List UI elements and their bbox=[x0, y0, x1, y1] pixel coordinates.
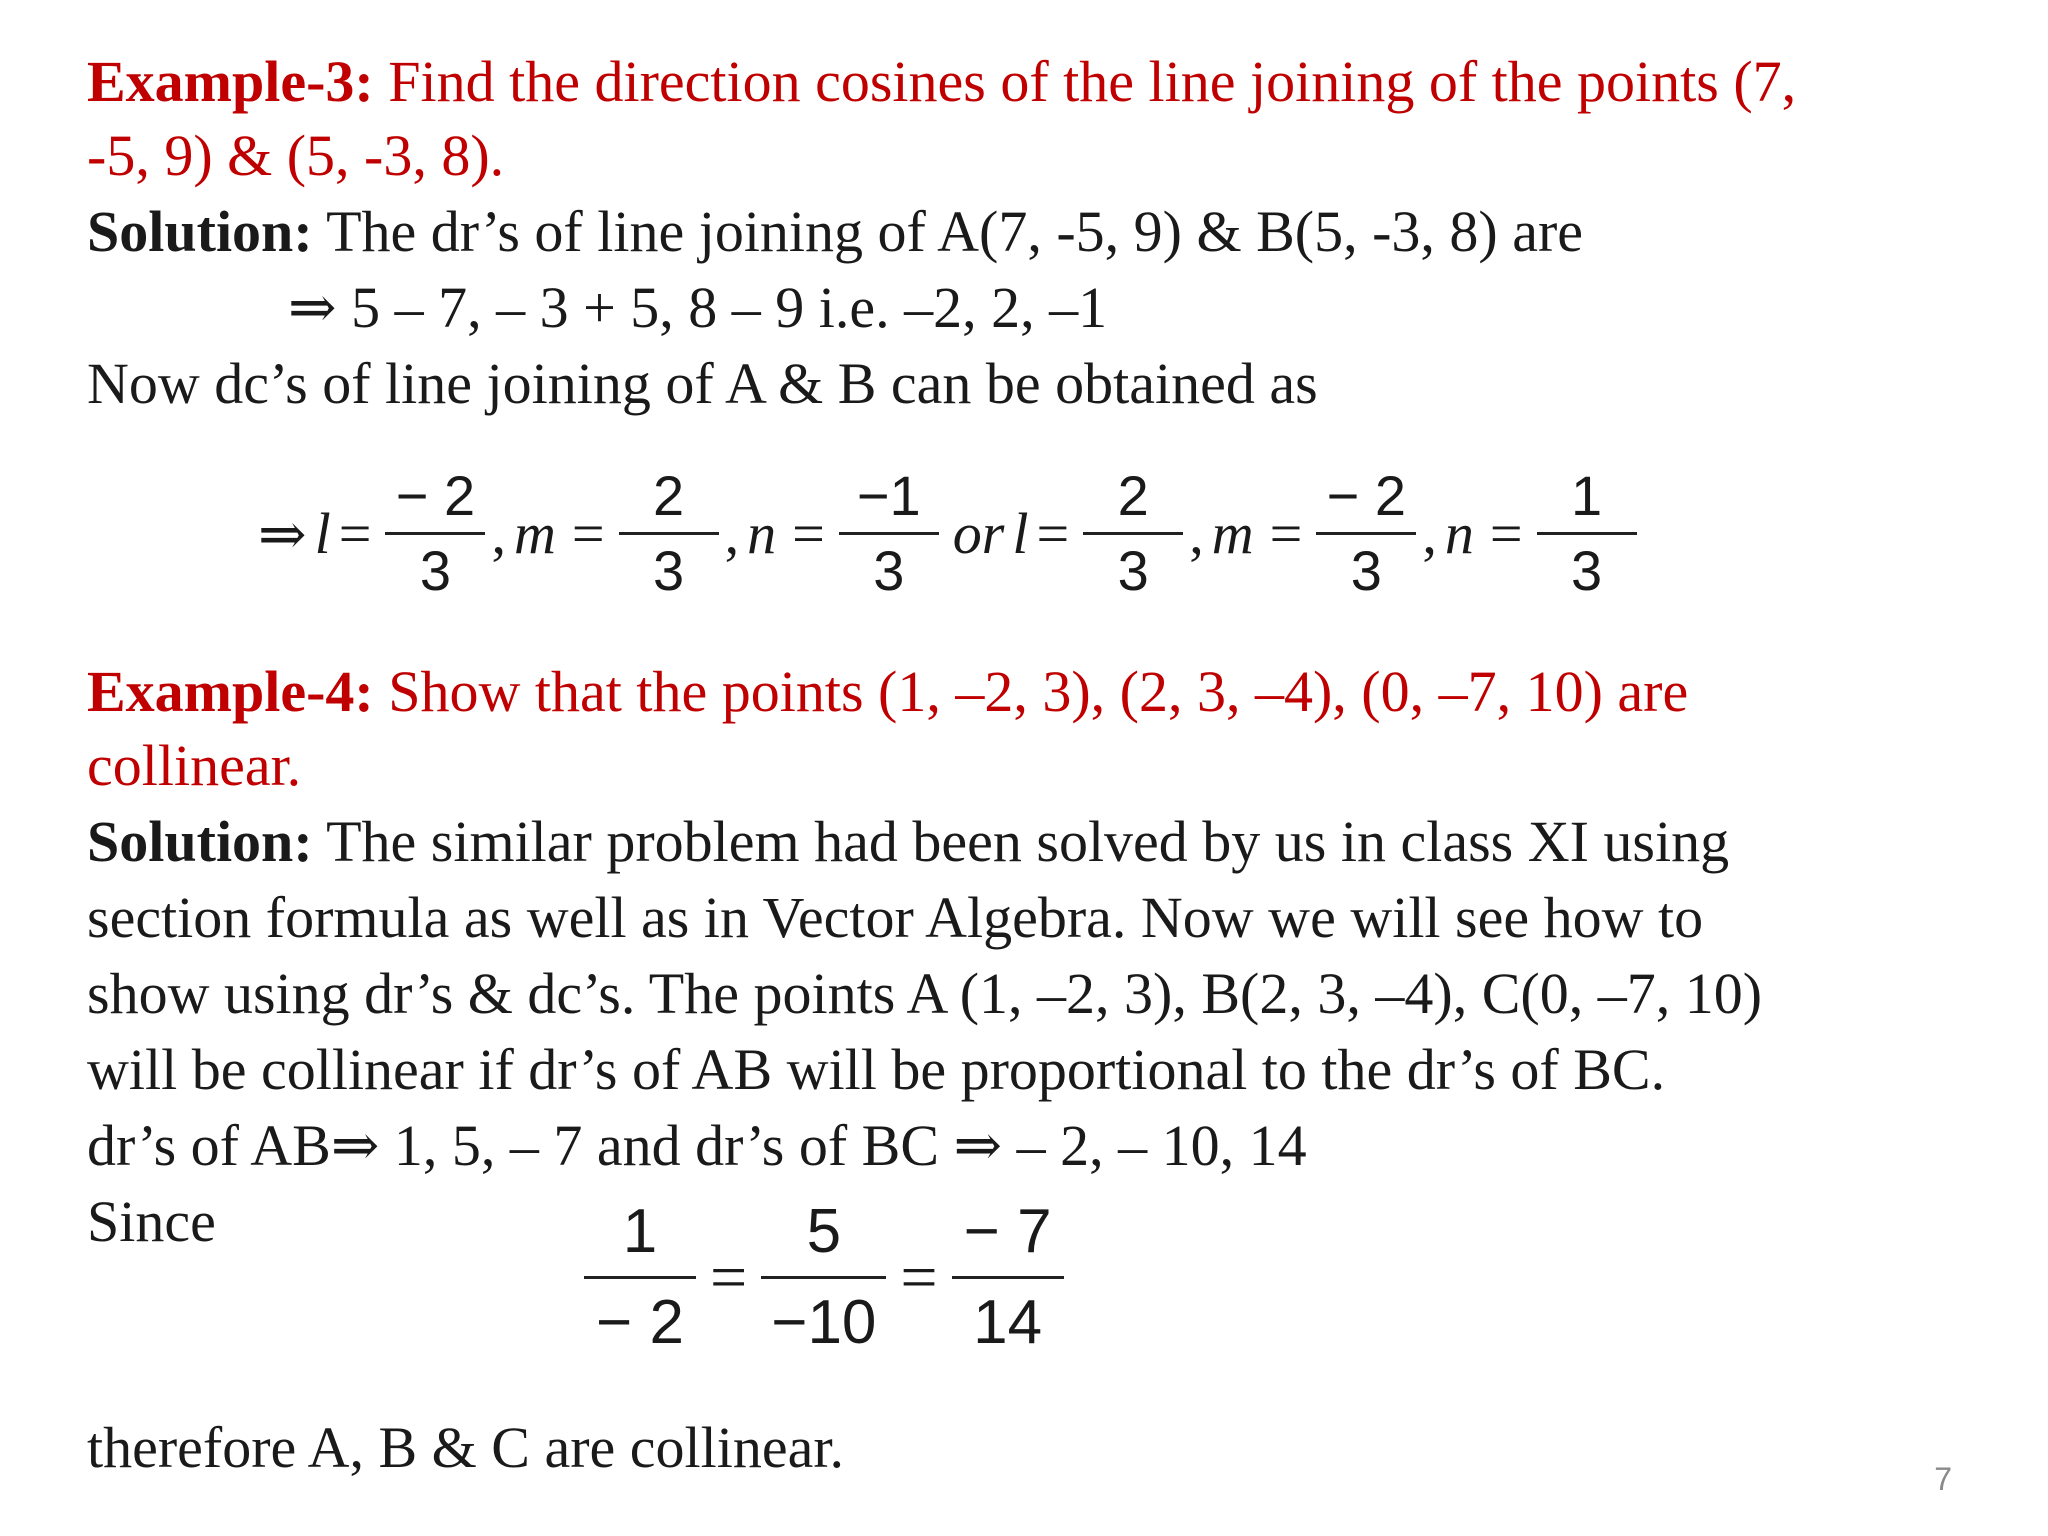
fraction-numerator: 1 bbox=[1570, 464, 1603, 527]
fraction-n bbox=[839, 460, 939, 607]
comma: , bbox=[1189, 501, 1204, 566]
equals-sign: = bbox=[1269, 501, 1303, 566]
example4-heading bbox=[87, 656, 1688, 728]
fraction-numerator: 2 bbox=[652, 464, 685, 527]
fraction-denominator: 14 bbox=[973, 1288, 1043, 1357]
var-m: m bbox=[1211, 501, 1254, 566]
solution3-now: Now dc’s of line joining of A & B can be obtained as bbox=[87, 351, 1318, 416]
var-n: n bbox=[1444, 501, 1474, 566]
fraction-denominator: 3 bbox=[1570, 539, 1603, 602]
fraction-denominator: 3 bbox=[419, 539, 452, 602]
solution4-line2: section formula as well as in Vector Algebra. Now we will see how to bbox=[87, 885, 1704, 950]
fraction-denominator: − 2 bbox=[596, 1288, 684, 1357]
page-number: 7 bbox=[1934, 1461, 1952, 1497]
fraction-m-alt bbox=[1316, 460, 1416, 607]
fraction-l-alt bbox=[1083, 460, 1183, 607]
equals-sign: = bbox=[1489, 501, 1523, 566]
fraction-numerator: − 2 bbox=[395, 464, 476, 527]
example4-text-line2: collinear. bbox=[87, 733, 302, 798]
equals-sign: = bbox=[1036, 501, 1070, 566]
equals-sign: = bbox=[900, 1240, 938, 1314]
example4-text-line1: Show that the points (1, –2, 3), (2, 3, –4), (0, –7, 10) are bbox=[388, 659, 1689, 724]
var-l: l bbox=[314, 501, 331, 566]
fraction-numerator: 1 bbox=[622, 1197, 658, 1266]
fraction-denominator: 3 bbox=[652, 539, 685, 602]
example3-text-line1: Find the direction cosines of the line joining of the points (7, bbox=[388, 49, 1797, 114]
comma: , bbox=[491, 501, 506, 566]
proportion-equation bbox=[578, 1188, 1070, 1367]
equals-sign: = bbox=[338, 501, 372, 566]
var-n: n bbox=[747, 501, 777, 566]
fraction-denominator: 3 bbox=[1350, 539, 1382, 602]
fraction-3 bbox=[952, 1188, 1064, 1367]
solution4-line3: show using dr’s & dc’s. The points A (1, –2, 3), B(2, 3, –4), C(0, –7, 10) bbox=[87, 961, 1763, 1026]
example3-text-line2: -5, 9) & (5, -3, 8). bbox=[87, 123, 505, 188]
fraction-denominator: −10 bbox=[771, 1288, 877, 1357]
example3-label: Example-3: bbox=[87, 49, 374, 114]
fraction-numerator: 2 bbox=[1117, 464, 1149, 527]
since-label: Since bbox=[87, 1189, 216, 1254]
solution4-text-line1: The similar problem had been solved by us in class XI using bbox=[326, 809, 1730, 874]
comma: , bbox=[724, 501, 740, 566]
solution3-label: Solution: bbox=[87, 199, 313, 264]
var-m: m bbox=[513, 501, 556, 566]
fraction-n-alt bbox=[1537, 460, 1637, 607]
conclusion: therefore A, B & C are collinear. bbox=[87, 1415, 844, 1480]
direction-cosines-equation bbox=[250, 460, 1643, 607]
fraction-numerator: 5 bbox=[806, 1197, 842, 1266]
solution3-step: ⇒ 5 – 7, – 3 + 5, 8 – 9 i.e. –2, 2, –1 bbox=[288, 275, 1108, 340]
fraction-1 bbox=[584, 1188, 696, 1367]
fraction-numerator: − 2 bbox=[1326, 464, 1407, 527]
fraction-l bbox=[385, 460, 485, 607]
fraction-denominator: 3 bbox=[1117, 539, 1149, 602]
equals-sign: = bbox=[571, 501, 605, 566]
solution4-line5: dr’s of AB⇒ 1, 5, – 7 and dr’s of BC ⇒ – 2, – 10, 14 bbox=[87, 1113, 1307, 1178]
solution4-line1 bbox=[87, 806, 1729, 878]
solution4-line4: will be collinear if dr’s of AB will be proportional to the dr’s of BC. bbox=[87, 1037, 1666, 1102]
var-l: l bbox=[1012, 501, 1029, 566]
fraction-denominator: 3 bbox=[873, 539, 905, 602]
or-word: or bbox=[952, 501, 1005, 566]
solution3-text: The dr’s of line joining of A(7, -5, 9) & B(5, -3, 8) are bbox=[326, 199, 1584, 264]
equals-sign: = bbox=[710, 1240, 748, 1314]
fraction-m bbox=[619, 460, 719, 607]
implies-symbol: ⇒ bbox=[258, 501, 307, 567]
example3-heading bbox=[87, 46, 1796, 118]
fraction-numerator: − 7 bbox=[963, 1197, 1052, 1266]
comma: , bbox=[1422, 501, 1437, 566]
solution3-intro bbox=[87, 196, 1583, 268]
solution4-label: Solution: bbox=[87, 809, 313, 874]
equals-sign: = bbox=[792, 501, 825, 566]
fraction-2 bbox=[761, 1188, 886, 1367]
fraction-numerator: −1 bbox=[856, 464, 921, 527]
example4-label: Example-4: bbox=[87, 659, 374, 724]
